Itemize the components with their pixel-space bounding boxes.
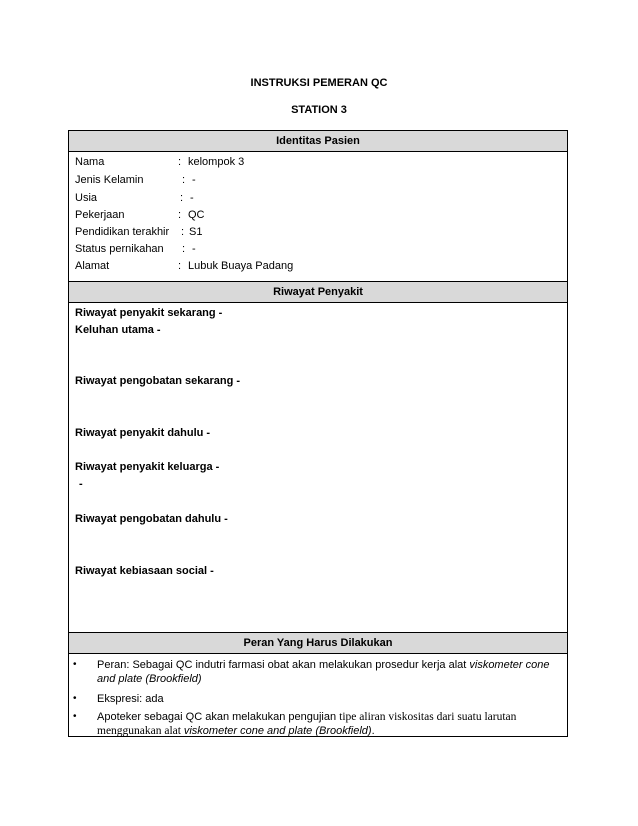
- role-item-pharmacist: [73, 710, 559, 738]
- history-social-habits: Riwayat kebiasaan social -: [75, 565, 214, 577]
- patient-value: -: [192, 174, 196, 186]
- patient-value: -: [190, 192, 194, 204]
- patient-separator: :: [182, 243, 186, 255]
- bullet-icon: •: [73, 711, 77, 722]
- patient-value: QC: [188, 209, 205, 221]
- patient-value: S1: [189, 226, 203, 238]
- role-header: Peran Yang Harus Dilakukan: [69, 632, 567, 654]
- bullet-icon: •: [73, 693, 77, 704]
- role-text: Peran: Sebagai QC indutri farmasi obat akan melakukan prosedur kerja alat: [97, 659, 470, 671]
- history-family-disease-dash: -: [79, 478, 83, 490]
- history-past-medication: Riwayat pengobatan dahulu -: [75, 513, 228, 525]
- role-italic-text: viskometer cone and plate (Brookfield): [97, 659, 550, 685]
- patient-separator: :: [178, 209, 182, 221]
- patient-label: Pekerjaan: [75, 209, 125, 221]
- patient-separator: :: [180, 192, 184, 204]
- patient-label: Nama: [75, 156, 105, 168]
- role-item-expression: [73, 692, 559, 706]
- patient-label: Status pernikahan: [75, 243, 164, 255]
- role-text: Apoteker sebagai QC akan melakukan pengujian: [97, 711, 340, 723]
- patient-separator: :: [178, 156, 182, 168]
- role-suffix: .: [371, 725, 375, 737]
- patient-separator: :: [178, 260, 182, 272]
- history-past-disease: Riwayat penyakit dahulu -: [75, 427, 211, 439]
- patient-label: Alamat: [75, 260, 110, 272]
- document-title: INSTRUKSI PEMERAN QC: [250, 77, 388, 89]
- patient-label: Jenis Kelamin: [75, 174, 144, 186]
- patient-separator: :: [182, 174, 186, 186]
- station-title: STATION 3: [291, 104, 347, 116]
- patient-value: kelompok 3: [188, 156, 245, 168]
- history-current-disease: Riwayat penyakit sekarang -: [75, 307, 223, 319]
- patient-identity-header: Identitas Pasien: [69, 131, 567, 152]
- patient-value: -: [192, 243, 196, 255]
- role-italic-text: viskometer cone and plate (Brookfield): [183, 725, 372, 737]
- history-current-medication: Riwayat pengobatan sekarang -: [75, 375, 241, 387]
- role-text: Ekspresi: ada: [97, 693, 164, 705]
- patient-value: Lubuk Buaya Padang: [188, 260, 294, 272]
- history-family-disease: Riwayat penyakit keluarga -: [75, 461, 220, 473]
- instruction-table: [68, 130, 568, 737]
- role-item-role: [73, 658, 559, 686]
- patient-separator: :: [181, 226, 185, 238]
- disease-history-header: Riwayat Penyakit: [69, 281, 567, 303]
- history-main-complaint: Keluhan utama -: [75, 324, 161, 336]
- bullet-icon: •: [73, 659, 77, 670]
- role-serif-text: tipe aliran viskositas dari suatu larutan menggunakan alat: [97, 711, 517, 737]
- patient-label: Pendidikan terakhir: [75, 226, 170, 238]
- patient-label: Usia: [75, 192, 98, 204]
